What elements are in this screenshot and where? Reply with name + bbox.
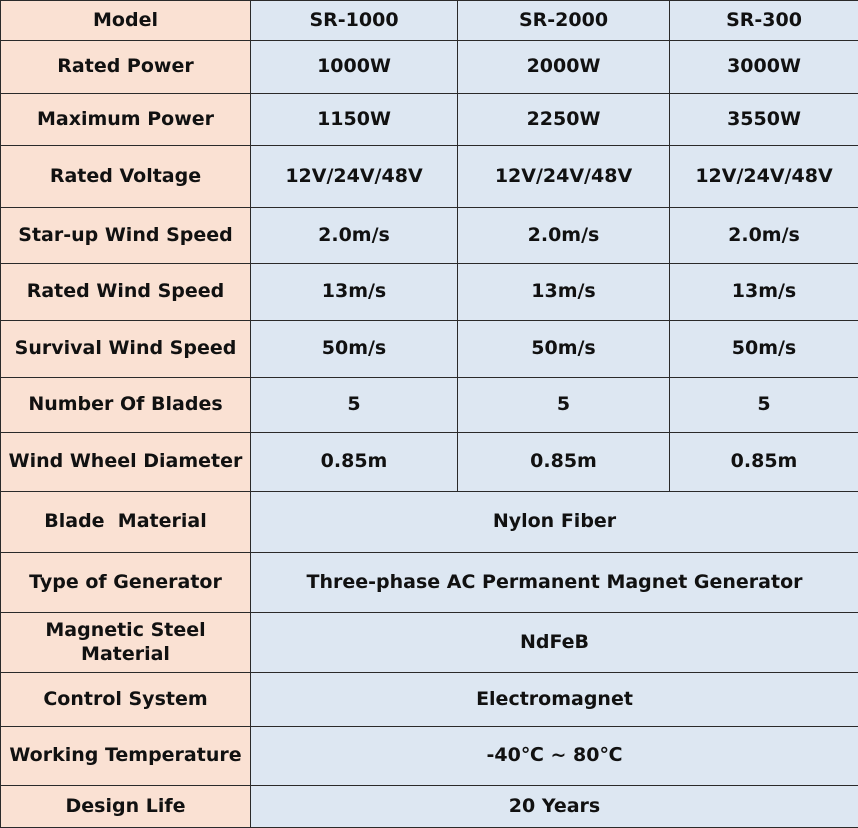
table-cell: 5 xyxy=(458,378,670,433)
row-label: Type of Generator xyxy=(1,553,251,613)
table-cell: 5 xyxy=(670,378,858,433)
table-cell: 2.0m/s xyxy=(458,208,670,264)
table-cell: 1000W xyxy=(251,41,458,94)
table-cell: Electromagnet xyxy=(251,673,858,727)
table-cell: -40℃ ~ 80℃ xyxy=(251,727,858,786)
table-cell: 2.0m/s xyxy=(670,208,858,264)
row-label: Maximum Power xyxy=(1,94,251,146)
row-label: Design Life xyxy=(1,786,251,828)
table-row xyxy=(1,613,858,673)
model-name: SR-300 xyxy=(670,1,858,41)
row-label: Control System xyxy=(1,673,251,727)
table-cell: Three-phase AC Permanent Magnet Generator xyxy=(251,553,858,613)
table-cell: NdFeB xyxy=(251,613,858,673)
table-cell: 13m/s xyxy=(251,264,458,321)
table-row xyxy=(1,94,858,146)
table-row xyxy=(1,492,858,553)
table-row xyxy=(1,41,858,94)
row-label: Magnetic Steel Material xyxy=(1,613,251,673)
table-row xyxy=(1,727,858,786)
table-cell: 3000W xyxy=(670,41,858,94)
table-cell: 13m/s xyxy=(670,264,858,321)
model-name: SR-2000 xyxy=(458,1,670,41)
table-cell: Nylon Fiber xyxy=(251,492,858,553)
table-cell: 20 Years xyxy=(251,786,858,828)
row-label: Star-up Wind Speed xyxy=(1,208,251,264)
table-cell: 0.85m xyxy=(458,433,670,492)
row-label: Number Of Blades xyxy=(1,378,251,433)
table-cell: 2000W xyxy=(458,41,670,94)
table-cell: 5 xyxy=(251,378,458,433)
row-label: Rated Voltage xyxy=(1,146,251,208)
row-label: Working Temperature xyxy=(1,727,251,786)
row-label: Blade Material xyxy=(1,492,251,553)
header-label: Model xyxy=(1,1,251,41)
table-row xyxy=(1,264,858,321)
table-row xyxy=(1,673,858,727)
row-label: Rated Wind Speed xyxy=(1,264,251,321)
table-row xyxy=(1,208,858,264)
table-row xyxy=(1,553,858,613)
table-cell: 50m/s xyxy=(670,321,858,378)
table-cell: 50m/s xyxy=(251,321,458,378)
table-row xyxy=(1,433,858,492)
header-row xyxy=(1,1,858,41)
table-row xyxy=(1,378,858,433)
table-cell: 0.85m xyxy=(251,433,458,492)
table-cell: 0.85m xyxy=(670,433,858,492)
row-label: Survival Wind Speed xyxy=(1,321,251,378)
table-cell: 3550W xyxy=(670,94,858,146)
model-name: SR-1000 xyxy=(251,1,458,41)
table-cell: 50m/s xyxy=(458,321,670,378)
table-cell: 13m/s xyxy=(458,264,670,321)
table-row xyxy=(1,786,858,828)
table-row xyxy=(1,146,858,208)
table-cell: 2.0m/s xyxy=(251,208,458,264)
row-label: Wind Wheel Diameter xyxy=(1,433,251,492)
table-row xyxy=(1,321,858,378)
row-label: Rated Power xyxy=(1,41,251,94)
table-cell: 12V/24V/48V xyxy=(670,146,858,208)
table-cell: 12V/24V/48V xyxy=(458,146,670,208)
table-cell: 1150W xyxy=(251,94,458,146)
table-cell: 12V/24V/48V xyxy=(251,146,458,208)
table-cell: 2250W xyxy=(458,94,670,146)
